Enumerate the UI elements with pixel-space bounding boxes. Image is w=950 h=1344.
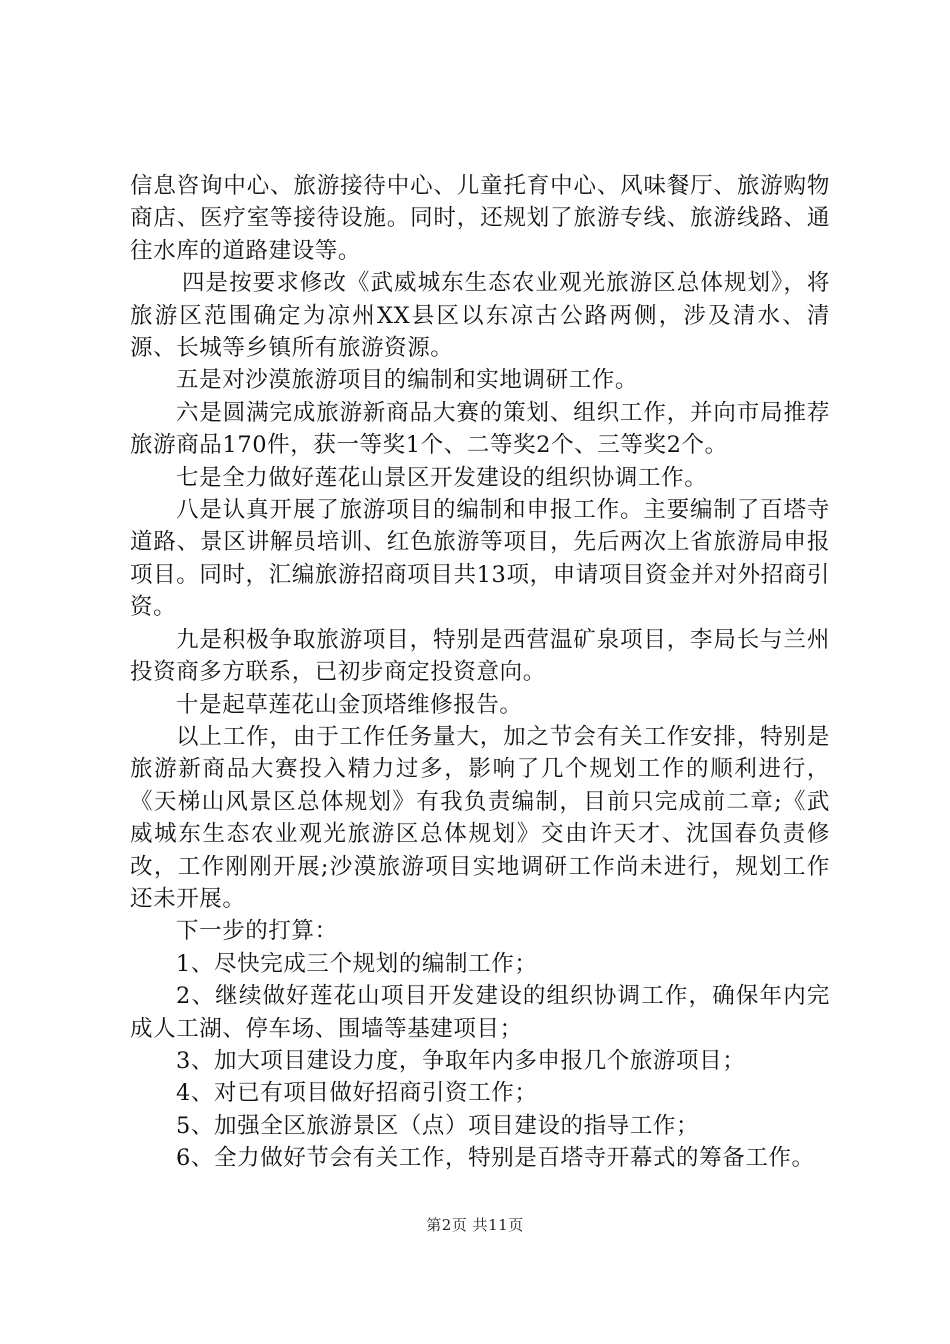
list-item-plan-1: 1、尽快完成三个规划的编制工作； <box>176 950 538 977</box>
paragraph-item-7: 七是全力做好莲花山景区开发建设的组织协调工作。 <box>176 464 708 491</box>
page-number-footer: 第2页 共11页 <box>426 1216 524 1234</box>
paragraph-item-9: 九是积极争取旅游项目，特别是西营温矿泉项目，李局长与兰州投资商多方联系，已初步商定投资意向。 <box>130 626 830 686</box>
paragraph-next-steps-heading: 下一步的打算： <box>176 918 338 945</box>
paragraph-continuation: 信息咨询中心、旅游接待中心、儿童托育中心、风味餐厅、旅游购物商店、医疗室等接待设施。同时，还规划了旅游专线、旅游线路、通往水库的道路建设等。 <box>130 173 830 264</box>
paragraph-item-4: 四是按要求修改《武威城东生态农业观光旅游区总体规划》，将旅游区范围确定为凉州XX县区以东凉古公路两侧，涉及清水、清源、长城等乡镇所有旅游资源。 <box>130 270 830 362</box>
paragraph-item-6: 六是圆满完成旅游新商品大赛的策划、组织工作，并向市局推荐旅游商品170件，获一等奖1个、二等奖2个、三等奖2个。 <box>130 399 830 459</box>
list-item-plan-6: 6、全力做好节会有关工作，特别是百塔寺开幕式的筹备工作。 <box>176 1145 815 1172</box>
document-body <box>130 170 830 1175</box>
list-item-plan-2: 2、继续做好莲花山项目开发建设的组织协调工作，确保年内完成人工湖、停车场、围墙等基建项目； <box>130 983 830 1042</box>
list-item-plan-3: 3、加大项目建设力度，争取年内多申报几个旅游项目； <box>176 1047 746 1074</box>
list-item-plan-5: 5、加强全区旅游景区（点）项目建设的指导工作； <box>176 1112 700 1139</box>
list-item-plan-4: 4、对已有项目做好招商引资工作； <box>176 1080 538 1107</box>
paragraph-item-10: 十是起草莲花山金顶塔维修报告。 <box>176 691 523 718</box>
paragraph-item-8: 八是认真开展了旅游项目的编制和申报工作。主要编制了百塔寺道路、景区讲解员培训、红色旅游等项目，先后两次上省旅游局申报项目。同时，汇编旅游招商项目共13项，申请项目资金并对外招商引资。 <box>130 497 830 621</box>
paragraph-summary: 以上工作，由于工作任务量大，加之节会有关工作安排，特别是旅游新商品大赛投入精力过多，影响了几个规划工作的顺利进行，《天梯山风景区总体规划》有我负责编制，目前只完成前二章;《武威城东生态农业观光旅游区总体规划》交由许天才、沈国春负责修改，工作刚刚开展;沙漠旅游项目实地调研工作尚未进行，规划工作还未开展。 <box>130 723 830 912</box>
paragraph-item-5: 五是对沙漠旅游项目的编制和实地调研工作。 <box>176 367 639 394</box>
